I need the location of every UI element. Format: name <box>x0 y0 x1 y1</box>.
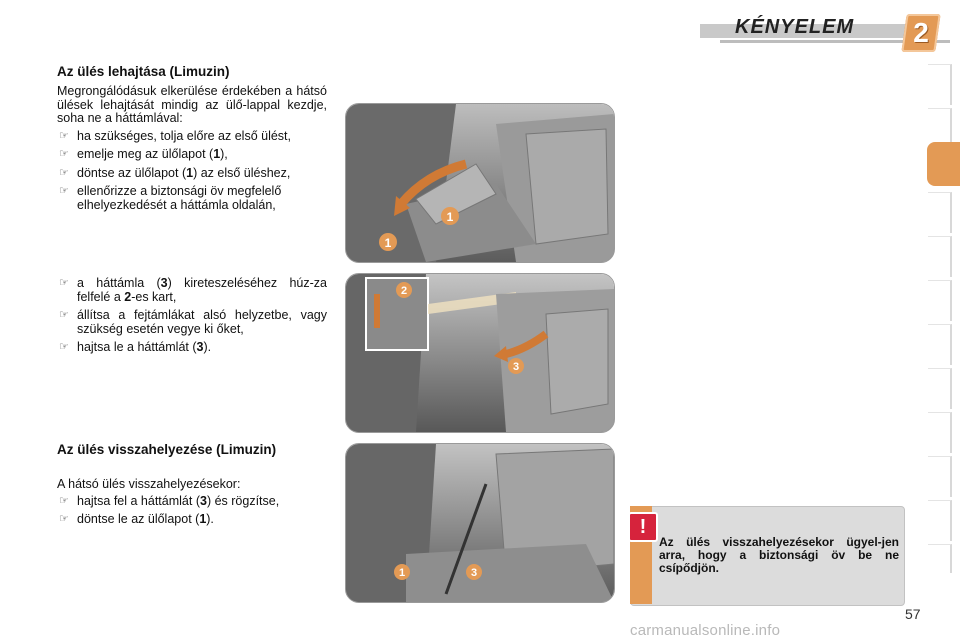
side-tab <box>928 368 952 409</box>
pointing-hand-icon: ☞ <box>59 494 69 507</box>
side-tab <box>928 324 952 365</box>
warning-text: Az ülés visszahelyezésekor ügyel-jen arra, hogy a biztonsági öv be ne csípődjön. <box>659 535 899 575</box>
section-restore <box>57 442 277 457</box>
section-intro: A hátsó ülés visszahelyezésekor: <box>57 477 241 491</box>
section-intro: Megrongálódásuk elkerülése érdekében a hátsó ülések lehajtását mindig az ülő-lappal kezdje, soha ne a háttámlával: <box>57 84 327 125</box>
pointing-hand-icon: ☞ <box>59 309 69 321</box>
side-chapter-tabs <box>928 64 960 576</box>
warning-icon: ! <box>628 512 658 542</box>
callout-label: 3 <box>470 567 478 579</box>
side-tab <box>928 500 952 541</box>
pointing-hand-icon: ☞ <box>59 185 69 197</box>
side-tab-active <box>927 142 960 186</box>
chapter-badge <box>901 14 940 52</box>
side-tab <box>928 280 952 321</box>
pointing-hand-icon: ☞ <box>59 129 69 142</box>
side-tab <box>928 456 952 497</box>
section-fold <box>57 64 327 212</box>
section-fold-backrest <box>57 272 327 355</box>
section-restore-body <box>57 478 327 527</box>
pointing-hand-icon: ☞ <box>59 166 69 179</box>
step-list <box>57 130 327 213</box>
list-item: ☞ állítsa a fejtámlákat alsó helyzetbe, vagy szükség esetén vegye ki őket, <box>59 308 327 336</box>
list-item: ☞ hajtsa fel a háttámlát (3) és rögzítse, <box>59 493 280 508</box>
step-list <box>57 495 327 527</box>
list-item: ☞ emelje meg az ülőlapot (1), <box>59 147 228 161</box>
chapter-number: 2 <box>913 17 929 48</box>
section-title: Az ülés lehajtása (Limuzin) <box>57 64 230 79</box>
photo-seat-restore <box>345 443 615 603</box>
section-title: Az ülés visszahelyezése (Limuzin) <box>57 442 277 457</box>
side-tab <box>928 412 952 453</box>
chapter-title: KÉNYELEM <box>735 16 855 38</box>
callout-label: 3 <box>512 361 520 373</box>
pointing-hand-icon: ☞ <box>59 341 69 353</box>
list-item: ☞ döntse le az ülőlapot (1). <box>59 512 214 526</box>
list-item: ☞ hajtsa le a háttámlát (3). <box>59 340 212 354</box>
side-tab <box>928 192 952 233</box>
pointing-hand-icon: ☞ <box>59 148 69 160</box>
list-item: ☞ ellenőrizze a biztonsági öv megfelelő elhelyezkedését a háttámla oldalán, <box>59 184 282 212</box>
list-item: ☞ döntse az ülőlapot (1) az első üléshez, <box>59 165 291 180</box>
watermark: carmanualsonline.info <box>630 622 781 639</box>
page-number: 57 <box>905 606 921 622</box>
callout-label: 1 <box>384 236 392 250</box>
photo-seat-cushion-raise <box>345 103 615 263</box>
photo-backrest-release <box>345 273 615 433</box>
list-item: ☞ a háttámla (3) kireteszeléséhez húz-za felfelé a 2-es kart, <box>59 276 327 304</box>
side-tab <box>928 544 952 573</box>
callout-label: 2 <box>400 285 408 297</box>
step-list <box>57 277 327 355</box>
side-tab <box>928 64 952 105</box>
pointing-hand-icon: ☞ <box>59 513 69 525</box>
list-item: ☞ ha szükséges, tolja előre az első ülést, <box>59 128 292 143</box>
callout-label: 1 <box>446 210 454 224</box>
side-tab <box>928 236 952 277</box>
callout-label: 1 <box>398 567 406 579</box>
pointing-hand-icon: ☞ <box>59 277 69 289</box>
